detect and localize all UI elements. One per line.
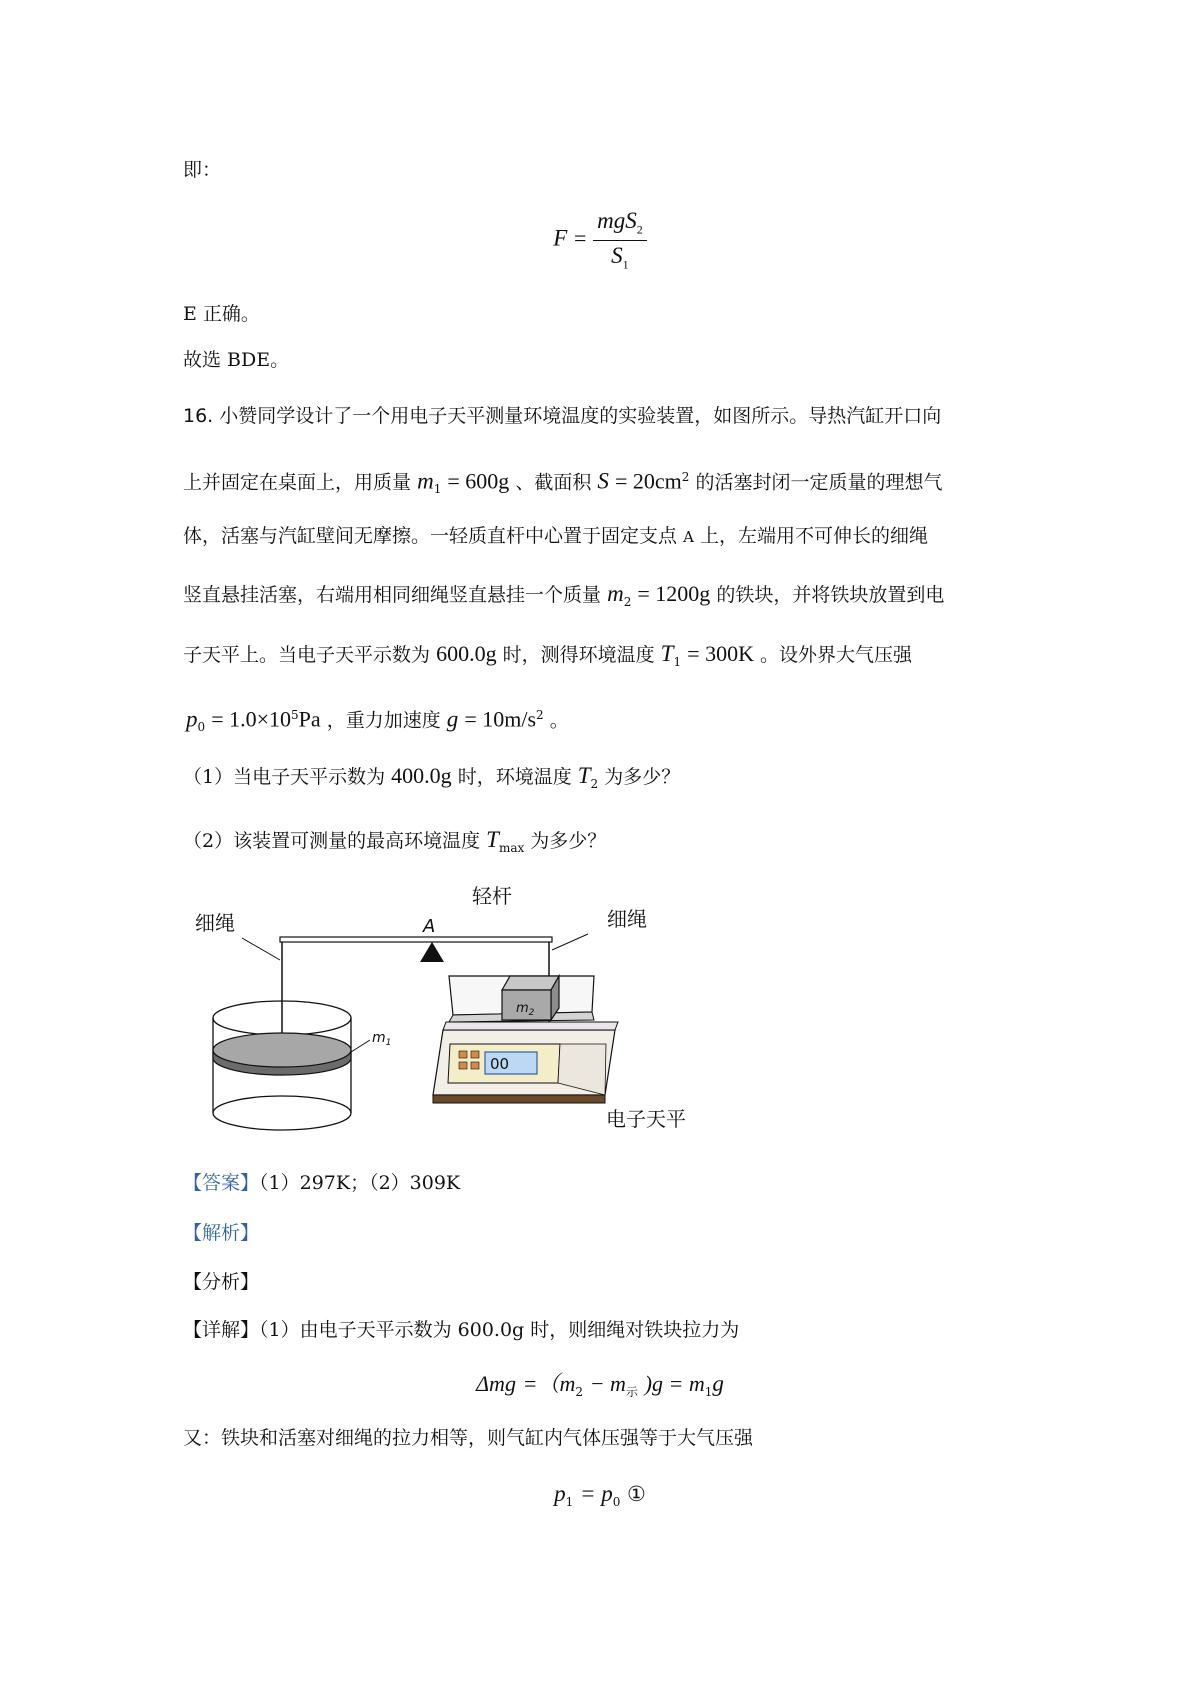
question-line-2: 上并固定在桌面上，用质量 $m_1 = 600g$ 、截面积 $S = 20cm^2$ 的活塞封闭一定质量的理想气 (183, 468, 943, 497)
answer-body: （1）297K；（2）309K (259, 1172, 461, 1194)
pivot-triangle (420, 942, 444, 962)
text-ji: 即： (183, 159, 222, 181)
sub-question-2: （2）该装置可测量的最高环境温度 $T_{max}$ 为多少？ (183, 827, 607, 855)
label-rope-right: 细绳 (607, 907, 647, 931)
question-number: 16. (183, 405, 214, 427)
formula-p1: $p_1 = p_0$ ① (554, 1481, 646, 1510)
analysis-tag: 【解析】 (183, 1222, 260, 1244)
detail-line: 【详解】（1）由电子天平示数为 600.0g 时，则细绳对铁块拉力为 (183, 1319, 740, 1341)
formula-delta-mg: $\Delta mg =(m_2 - m_示$ )$g = m_1g$ (476, 1371, 724, 1400)
question-line-5: 子天平上。当电子天平示数为 600.0g 时，测得环境温度 $T_1 = 300K$ 。设外界大气压强 (183, 641, 913, 669)
label-pivot: A (423, 916, 436, 937)
fraction: $\frac{mgS_2}{S_1}$ (593, 208, 647, 272)
question-line-3: 体，活塞与汽缸壁间无摩擦。一轻质直杆中心置于固定支点 A 上，左端用不可伸长的细绳 (183, 525, 928, 547)
label-m1: $m_1$ (372, 1030, 392, 1048)
label-balance: 电子天平 (606, 1107, 686, 1131)
answer-tag: 【答案】 (183, 1172, 260, 1194)
label-m2: $m_2$ (516, 1001, 535, 1018)
display-reading: 00 (490, 1055, 510, 1073)
question-line-6: $p_0 = 1.0\times 10^5Pa$ ，重力加速度 $g = 10m/s^2$ 。 (186, 706, 569, 735)
text-e-correct: E 正确。 (183, 303, 260, 325)
answer-line (183, 1169, 460, 1197)
sub-question-1: （1）当电子天平示数为 400.0g 时，环境温度 $T_2$ 为多少？ (183, 763, 681, 791)
text-you: 又：铁块和活塞对细绳的拉力相等，则气缸内气体压强等于大气压强 (183, 1427, 754, 1449)
label-rod: 轻杆 (472, 884, 512, 908)
fenxi-tag: 【分析】 (183, 1271, 260, 1293)
piston (213, 1033, 351, 1067)
rod (280, 937, 552, 942)
text-choose: 故选 BDE。 (183, 349, 290, 371)
question-line-4: 竖直悬挂活塞，右端用相同细绳竖直悬挂一个质量 $m_2 = 1200g$ 的铁块，并将铁块放置到电 (183, 581, 945, 609)
iron-block (502, 976, 559, 1020)
label-rope-left: 细绳 (195, 911, 235, 935)
apparatus-figure (180, 880, 720, 1135)
formula-F: F = $\frac{mgS_2}{S_1}$ (0, 208, 1200, 272)
question-line-1: 16. 小赞同学设计了一个用电子天平测量环境温度的实验装置，如图所示。导热汽缸开口向 (183, 405, 942, 427)
